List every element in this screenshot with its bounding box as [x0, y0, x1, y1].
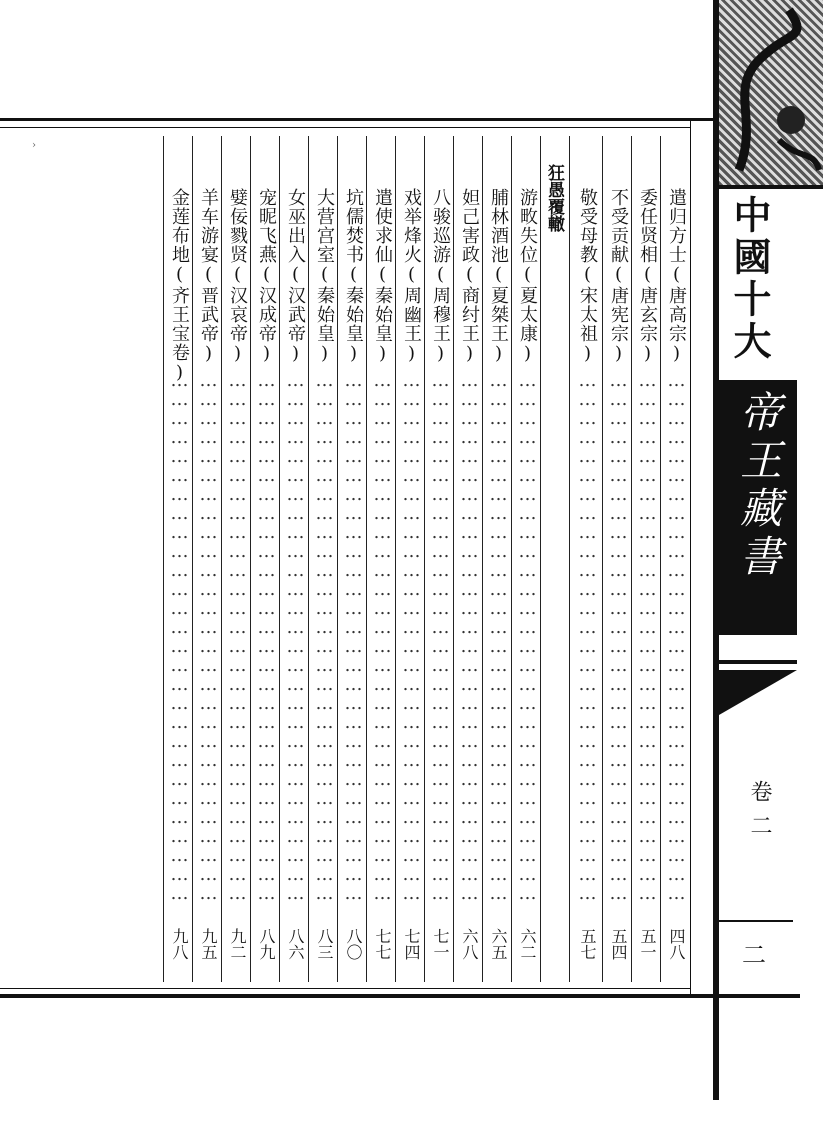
toc-page-number: 六八 — [460, 928, 479, 960]
page-number: 二 — [742, 941, 766, 969]
toc-entry-title: 不受贡献(唐宪宗) — [608, 188, 629, 365]
inner-top-rule — [0, 127, 690, 128]
leader-dots: ………………………………………………………………………… — [169, 370, 190, 902]
leader-dots: ………………………………………………………………………… — [314, 370, 335, 902]
leader-dots: ………………………………………………………………………… — [488, 370, 509, 902]
toc-page-number: 九二 — [228, 928, 247, 960]
toc-entry-title: 遣归方士(唐高宗) — [666, 188, 687, 365]
leader-dots: ………………………………………………………………………… — [372, 370, 393, 902]
toc-entry — [513, 188, 541, 365]
leader-dots: ………………………………………………………………………… — [608, 370, 629, 902]
leader-dots: ………………………………………………………………………… — [517, 370, 538, 902]
column-divider — [163, 136, 164, 982]
book-title: 中國十大 — [727, 195, 772, 363]
toc-page-number: 七七 — [373, 928, 392, 960]
toc-entry-title: 宠昵飞燕(汉成帝) — [256, 188, 277, 365]
toc-entry — [252, 188, 280, 365]
toc-page-number: 八九 — [257, 928, 276, 960]
toc-entry-title: 脯林酒池(夏桀王) — [488, 188, 509, 365]
leader-dots: ………………………………………………………………………… — [577, 370, 598, 902]
toc-page-number: 五一 — [638, 928, 657, 960]
toc-entry — [573, 188, 601, 365]
leader-dots: ………………………………………………………………………… — [227, 370, 248, 902]
leader-dots: ………………………………………………………………………… — [666, 370, 687, 902]
toc-page-number: 九八 — [170, 928, 189, 960]
toc-entry-title: 遣使求仙(秦始皇) — [372, 188, 393, 365]
toc-page-number: 六二 — [518, 928, 537, 960]
leader-dots: ………………………………………………………………………… — [459, 370, 480, 902]
volume-label: 卷二 — [747, 780, 772, 848]
toc-entry — [604, 188, 632, 365]
toc-page-number: 五四 — [609, 928, 628, 960]
bottom-thin-rule — [0, 988, 690, 989]
toc-entry-title: 嬖佞戮贤(汉哀帝) — [227, 188, 248, 365]
toc-page-number: 四八 — [667, 928, 686, 960]
toc-page-number: 六五 — [489, 928, 508, 960]
toc-entry-title: 坑儒焚书(秦始皇) — [343, 188, 364, 365]
toc-entry-title: 八骏巡游(周穆王) — [430, 188, 451, 365]
toc-entry-title: 大营宫室(秦始皇) — [314, 188, 335, 365]
toc-entry — [484, 188, 512, 365]
toc-page-number: 八〇 — [344, 928, 363, 960]
toc-entry — [165, 188, 193, 384]
toc-entry-title: 羊车游宴(晋武帝) — [198, 188, 219, 365]
right-border-thin — [690, 118, 691, 994]
volume-rule — [719, 920, 793, 922]
toc-page-number: 八六 — [286, 928, 305, 960]
toc-entry — [281, 188, 309, 365]
bottom-rule — [0, 994, 800, 998]
toc-page-number: 五七 — [578, 928, 597, 960]
toc-entry — [194, 188, 222, 365]
toc-entry — [310, 188, 338, 365]
leader-dots: ………………………………………………………………………… — [343, 370, 364, 902]
banner-wedge — [719, 660, 797, 720]
toc-entry — [339, 188, 367, 365]
toc-entry — [455, 188, 483, 365]
toc-entry-title: 委任贤相(唐玄宗) — [637, 188, 658, 365]
leader-dots: ………………………………………………………………………… — [430, 370, 451, 902]
top-rule — [0, 118, 716, 121]
toc-entry-title: 游畋失位(夏太康) — [517, 188, 538, 365]
toc-page-number: 八三 — [315, 928, 334, 960]
toc-entry — [397, 188, 425, 365]
toc-entry-title: 女巫出入(汉武帝) — [285, 188, 306, 365]
toc-entry — [426, 188, 454, 365]
column-divider — [569, 136, 570, 982]
book-title-calligraphy: 帝王藏書 — [734, 390, 783, 582]
scan-mark: › — [32, 140, 36, 151]
toc-entry-title: 金莲布地(齐王宝卷) — [169, 188, 190, 384]
toc-entry — [633, 188, 661, 365]
leader-dots: ………………………………………………………………………… — [637, 370, 658, 902]
toc-page-number: 九五 — [199, 928, 218, 960]
toc-entry — [662, 188, 690, 365]
toc-entry-title: 戏举烽火(周幽王) — [401, 188, 422, 365]
leader-dots: ………………………………………………………………………… — [285, 370, 306, 902]
column-divider — [602, 136, 603, 982]
toc-page-number: 七四 — [402, 928, 421, 960]
section-heading: 狂愚覆轍 — [544, 164, 564, 232]
toc-entry — [368, 188, 396, 365]
leader-dots: ………………………………………………………………………… — [256, 370, 277, 902]
leader-dots: ………………………………………………………………………… — [401, 370, 422, 902]
toc-entry-title: 敬受母教(宋太祖) — [577, 188, 598, 365]
dragon-ornament — [719, 0, 823, 185]
leader-dots: ………………………………………………………………………… — [198, 370, 219, 902]
toc-entry — [223, 188, 251, 365]
toc-entry-title: 妲己害政(商纣王) — [459, 188, 480, 365]
toc-page-number: 七一 — [431, 928, 450, 960]
